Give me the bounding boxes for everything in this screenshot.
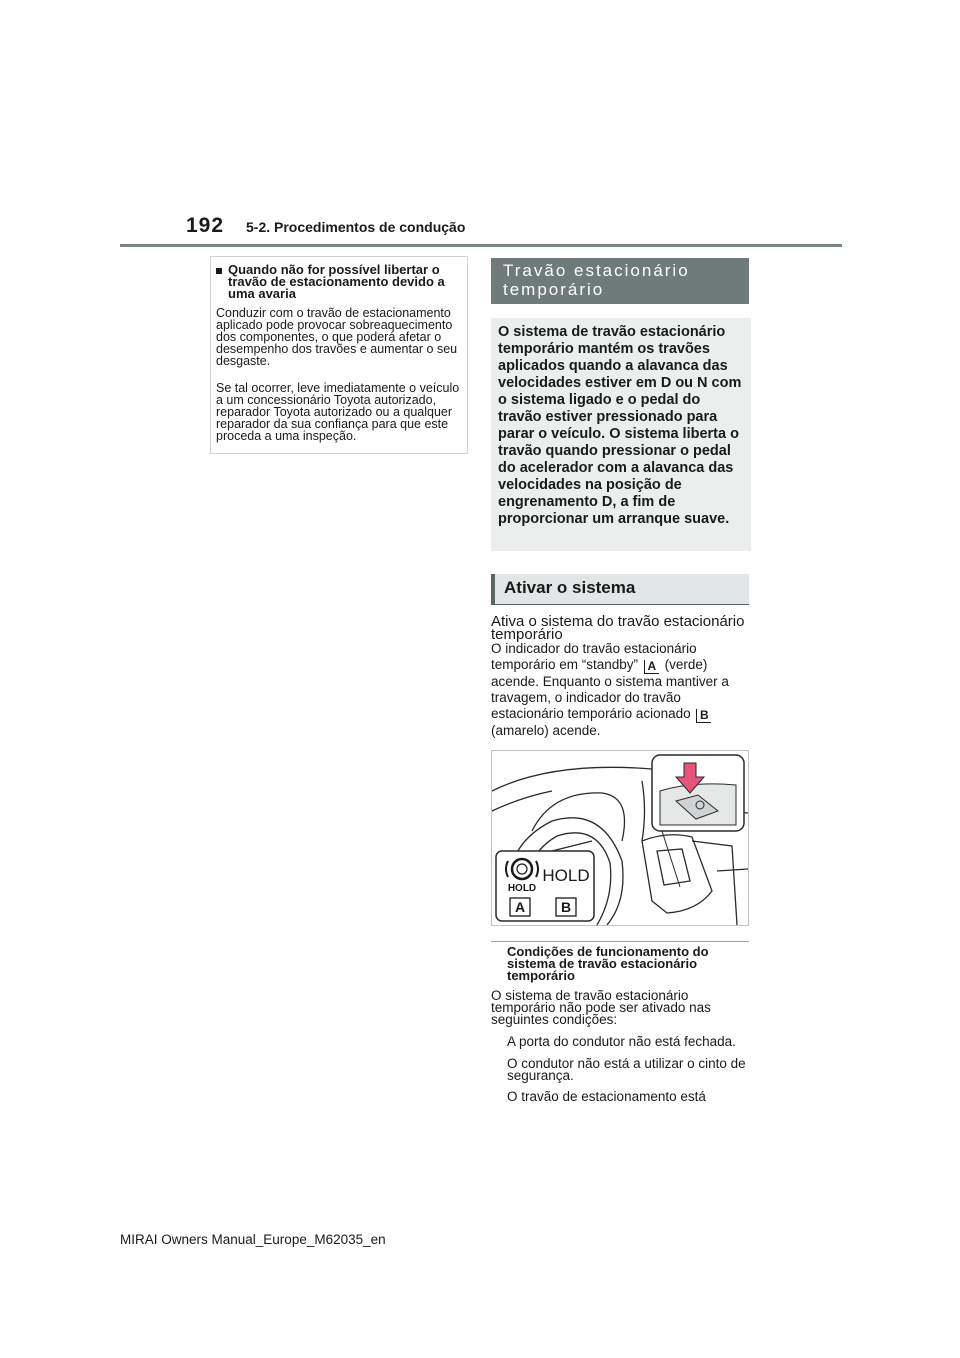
subsection-title: Ativar o sistema <box>504 578 636 597</box>
dash-left-line <box>492 791 552 811</box>
step-body-text: O indicador do travão estacionário temporário em “standby” <box>491 641 697 672</box>
summary-text: O sistema de travão estacionário temporário mantém os travões aplicados quando a alavanca das velocidades estiver em D ou N com o sistema ligado e o pedal do travão estiver pressionado para parar o veículo. O sistema liberta o travão quando pressionar o pedal do acelerador com a alavanca das velocidades na posição de engrenamento D, a fim de proporcionar um arranque suave. <box>498 324 742 527</box>
indicator-b-label: HOLD <box>542 866 590 885</box>
step-body-text: (amarelo) acende. <box>491 723 601 738</box>
condition-item: O condutor não está a utilizar o cinto de segurança. <box>507 1056 746 1083</box>
callout-b-label: B <box>560 899 572 915</box>
zoom-callout <box>652 755 744 887</box>
note-paragraph: Conduzir com o travão de estacionamento aplicado pode provocar sobreaquecimento dos componentes, o que poderá afetar o desempenho dos travões e aumentar o seu desgaste. <box>216 306 458 368</box>
note-heading: Quando não for possível libertar o travão de estacionamento devido a uma avaria <box>228 262 445 301</box>
footer-text: MIRAI Owners Manual_Europe_M62035_en <box>120 1232 386 1247</box>
conditions-intro: O sistema de travão estacionário temporário não pode ser ativado nas seguintes condições: <box>491 988 711 1027</box>
step-body-text: (verde) acende. Enquanto o sistema mantiver a travagem, o indicador do travão estacionário temporário acionado <box>491 657 729 721</box>
callout-tag-b: B <box>696 709 711 723</box>
section-title: 5-2. Procedimentos de condução <box>246 219 466 235</box>
callout-a-label: A <box>514 899 526 915</box>
page-number: 192 <box>186 214 225 237</box>
condition-item: A porta do condutor não está fechada. <box>507 1034 736 1049</box>
condition-item: O travão de estacionamento está <box>507 1089 706 1104</box>
note-bullet-icon <box>216 268 222 274</box>
conditions-rule <box>491 941 749 942</box>
indicator-callout <box>496 851 594 921</box>
step-body <box>491 641 753 739</box>
indicator-a-label: HOLD <box>507 883 537 894</box>
center-console <box>642 835 712 913</box>
step-heading: Ativa o sistema do travão estacionário temporário <box>491 613 745 643</box>
callout-leader <box>662 831 680 887</box>
conditions-heading: Condições de funcionamento do sistema de travão estacionário temporário <box>507 944 709 983</box>
subsection-underline <box>491 604 749 605</box>
note-paragraph: Se tal ocorrer, leve imediatamente o veículo a um concessionário Toyota autorizado, reparador Toyota autorizado ou a qualquer reparador da sua confiança para que este proceda a uma inspeção. <box>216 381 460 443</box>
dashboard-drawing <box>492 751 748 925</box>
section-banner-title: Travão estacionário temporário <box>503 261 690 299</box>
cluster-hood <box>532 793 625 841</box>
callout-tag-a: A <box>644 660 659 674</box>
dash-top-line <box>492 767 652 791</box>
dash-seam <box>642 781 645 841</box>
header-rule <box>120 244 842 247</box>
dashboard-illustration <box>491 750 749 926</box>
